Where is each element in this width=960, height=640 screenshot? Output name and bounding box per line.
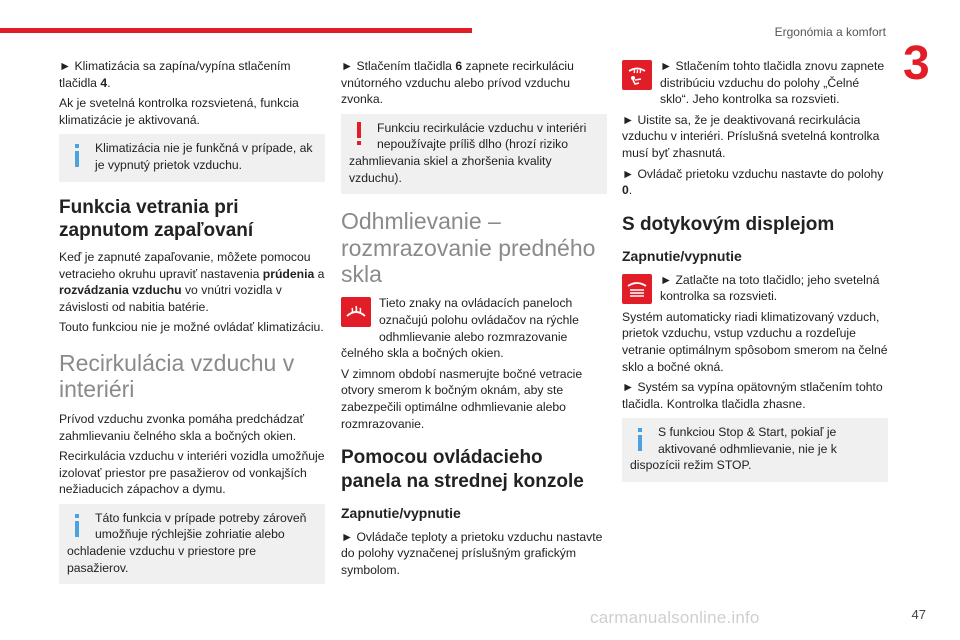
subheading: Zapnutie/vypnutie — [341, 504, 461, 521]
info-note — [59, 504, 325, 584]
max-defrost-icon — [622, 274, 652, 304]
warning-icon — [349, 120, 371, 148]
section-heading: Pomocou ovládacieho panela na strednej konzole — [341, 447, 584, 492]
column-2 — [341, 58, 607, 583]
section-title: Ergonómia a komfort — [774, 25, 886, 39]
paragraph: Touto funkciou nie je možné ovládať klimatizáciu. — [59, 320, 324, 335]
info-note — [59, 134, 325, 181]
paragraph: Keď je zapnuté zapaľovanie, môžete pomocou vetracieho okruhu upraviť nastavenia prúdenia a rozvádzania vzduchu vo vnútri vozidla v závislosti od nabitia batérie. — [59, 250, 325, 314]
paragraph: ► Uistite sa, že je deaktivovaná recirkulácia vzduchu v interiéri. Príslušná svetelná kontrolka musí byť zhasnutá. — [622, 112, 880, 160]
paragraph: ► Stlačením tohto tlačidla znovu zapnete distribúciu vzduchu do polohy „Čelné sklo“. Jeho kontrolka sa rozsvieti. — [660, 59, 885, 107]
info-icon — [630, 424, 652, 452]
info-icon — [67, 510, 89, 538]
column-3 — [622, 58, 888, 492]
column-1 — [59, 58, 325, 594]
header-accent-bar — [0, 28, 472, 33]
paragraph: Prívod vzduchu zvonka pomáha predchádzať zahmlievaniu čelného skla a bočných okien. — [59, 411, 305, 443]
touchscreen-paragraph — [622, 272, 888, 309]
paragraph: Systém automaticky riadi klimatizovaný vzduch, prietok vzduchu, vstup vzduchu a rozdeľuje vetranie optimálnym spôsobom smerom na čelné sklo a bočné okná. — [622, 309, 888, 374]
chapter-title: Odhmlievanie – rozmrazovanie predného skla — [341, 208, 596, 288]
subheading: Zapnutie/vypnutie — [622, 247, 742, 264]
note-text: Táto funkcia v prípade potreby zároveň umožňuje rýchlejšie zohriatie alebo ochladenie vzduchu v priestore pre pasažierov. — [67, 510, 307, 575]
note-text: Klimatizácia nie je funkčná v prípade, ak je vypnutý prietok vzduchu. — [95, 141, 313, 172]
paragraph: ► Ovládač prietoku vzduchu nastavte do polohy 0. — [622, 166, 884, 198]
paragraph: V zimnom období nasmerujte bočné vetracie otvory smerom k bočným oknám, aby ste zabezpečili optimálne odhmlievanie alebo rozmrazovanie. — [341, 366, 583, 431]
paragraph: Ak je svetelná kontrolka rozsvietená, funkcia klimatizácie je aktivovaná. — [59, 96, 299, 127]
page-number: 47 — [911, 607, 926, 622]
note-text: Funkciu recirkulácie vzduchu v interiéri nepoužívajte príliš dlho (hrozí riziko zahmlievania skiel a zhoršenia kvality vzduchu). — [349, 120, 587, 185]
chapter-number: 3 — [903, 37, 930, 90]
windscreen-airflow-icon — [622, 60, 652, 90]
paragraph: ► Ovládače teploty a prietoku vzduchu nastavte do polohy vyznačenej príslušným grafickým symbolom. — [341, 529, 603, 577]
paragraph: Tieto znaky na ovládacích paneloch označujú polohu ovládačov na rýchle odhmlievanie alebo rozmrazovanie čelného skla a bočných okien. — [341, 296, 579, 361]
paragraph: ► Stlačením tlačidla 6 zapnete recirkuláciu vnútorného vzduchu alebo prívod vzduchu zvonka. — [341, 59, 574, 107]
section-heading: Funkcia vetrania pri zapnutom zapaľovaní — [59, 196, 254, 242]
info-note — [622, 418, 888, 482]
paragraph: Recirkulácia vzduchu v interiéri vozidla umožňuje izolovať priestor pre pasažierov od vonkajších nežiaducich zápachov a dymu. — [59, 449, 325, 497]
chapter-title: Recirkulácia vzduchu v interiéri — [59, 350, 295, 403]
windscreen-defrost-icon — [341, 297, 371, 327]
paragraph: ► Klimatizácia sa zapína/vypína stlačením tlačidla 4. — [59, 59, 291, 90]
paragraph: ► Systém sa vypína opätovným stlačením tohto tlačidla. Kontrolka tlačidla zhasne. — [622, 380, 883, 411]
warning-note — [341, 114, 607, 194]
paragraph: ► Zatlačte na toto tlačidlo; jeho svetelná kontrolka sa rozsvieti. — [660, 272, 880, 304]
defrost-paragraph — [341, 295, 607, 365]
note-text: S funkciou Stop & Start, pokiaľ je aktivované odhmlievanie, nie je k dispozícii režim STOP. — [630, 425, 837, 473]
watermark: carmanualsonline.info — [590, 608, 760, 627]
section-heading: S dotykovým displejom — [622, 213, 835, 235]
airflow-paragraph — [622, 58, 888, 112]
info-icon — [67, 140, 89, 168]
